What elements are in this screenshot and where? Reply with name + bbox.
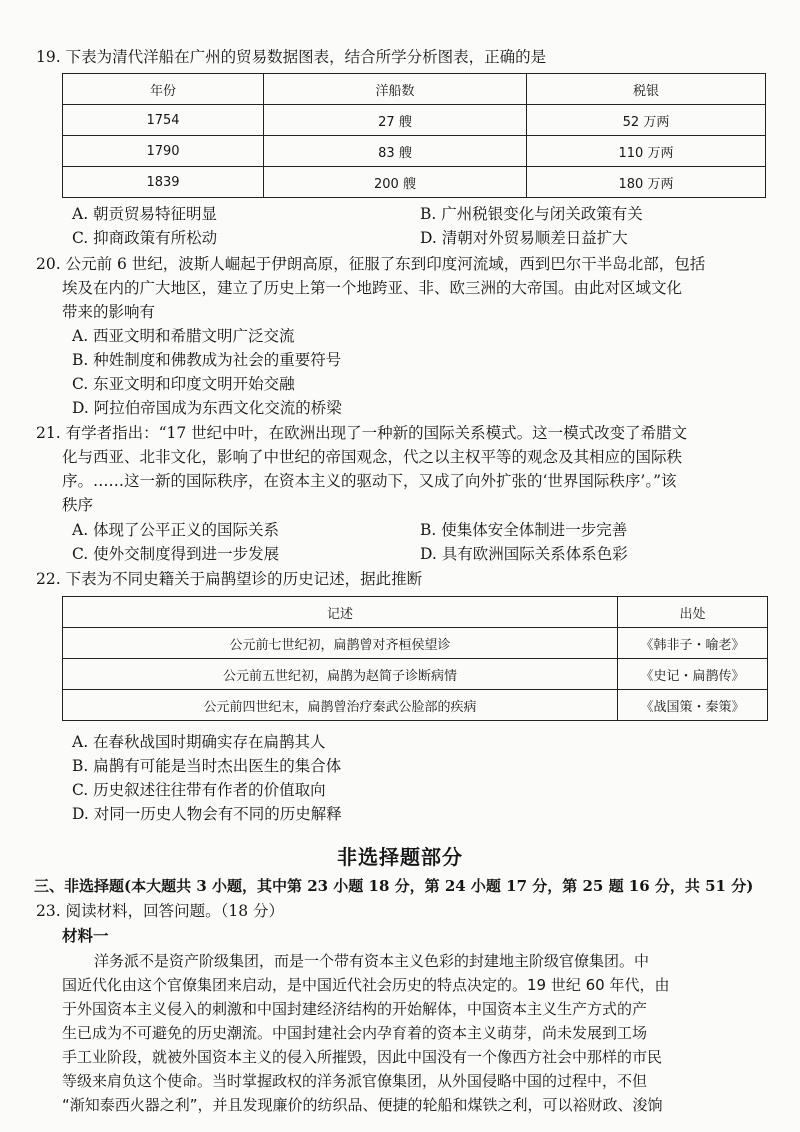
q21-option-a[interactable]: A. 体现了公平正义的国际关系 <box>72 521 280 539</box>
q20-option-d[interactable]: D. 阿拉伯帝国成为东西文化交流的桥梁 <box>72 399 342 417</box>
table-cell: 180 万两 <box>527 167 766 198</box>
table-row <box>63 105 766 136</box>
table-header-cell: 税银 <box>527 74 766 105</box>
q20-option-b[interactable]: B. 种姓制度和佛教成为社会的重要符号 <box>72 351 342 369</box>
q21-stem-line1: 21. 有学者指出：“17 世纪中叶，在欧洲出现了一种新的国际关系模式。这一模式改变了希腊文 <box>36 424 688 442</box>
table-cell: 公元前四世纪末，扁鹊曾治疗秦武公脸部的疾病 <box>63 690 618 721</box>
material-paragraph-line: 等级来肩负这个使命。当时掌握政权的洋务派官僚集团，从外国侵略中国的过程中，不但 <box>62 1072 648 1090</box>
table-cell: 1790 <box>63 136 264 167</box>
table-header-cell: 记述 <box>63 597 618 628</box>
table-row <box>63 628 768 659</box>
material-paragraph-line: 于外国资本主义侵入的刺激和中国封建经济结构的开始解体，中国资本主义生产方式的产 <box>62 1000 648 1018</box>
q20-stem-line2: 埃及在内的广大地区，建立了历史上第一个地跨亚、非、欧三洲的大帝国。由此对区域文化 <box>62 279 683 297</box>
q22-records-table <box>62 596 768 721</box>
q20-stem-line1: 20. 公元前 6 世纪，波斯人崛起于伊朗高原，征服了东到印度河流域，西到巴尔干半岛北部，包括 <box>36 255 706 273</box>
q22-stem: 22. 下表为不同史籍关于扁鹊望诊的历史记述，据此推断 <box>36 570 423 588</box>
q20-stem-line3: 带来的影响有 <box>62 303 156 321</box>
table-header-row <box>63 74 766 105</box>
table-row <box>63 690 768 721</box>
table-cell: 公元前五世纪初，扁鹊为赵简子诊断病情 <box>63 659 618 690</box>
table-row <box>63 659 768 690</box>
material-paragraph-line: 生已成为不可避免的历史潮流。中国封建社会内孕育着的资本主义萌芽，尚未发展到工场 <box>62 1024 648 1042</box>
material-paragraph-line: 国近代化由这个官僚集团来启动，是中国近代社会历史的特点决定的。19 世纪 60 年代，由 <box>62 976 670 994</box>
table-cell: 200 艘 <box>264 167 527 198</box>
table-cell: 《战国策・秦策》 <box>618 690 768 721</box>
q19-trade-table <box>62 73 766 198</box>
section-heading: 三、非选择题(本大题共 3 小题，其中第 23 小题 18 分，第 24 小题 17 分，第 25 题 16 分，共 51 分) <box>34 877 754 895</box>
material-label: 材料一 <box>62 926 109 945</box>
table-row <box>63 136 766 167</box>
q21-stem-line3: 序。……这一新的国际秩序，在资本主义的驱动下，又成了向外扩张的‘世界国际秩序’。”该 <box>62 472 677 490</box>
q21-option-d[interactable]: D. 具有欧洲国际关系体系色彩 <box>420 545 628 563</box>
q22-option-a[interactable]: A. 在春秋战国时期确实存在扁鹊其人 <box>72 733 326 751</box>
table-cell: 1754 <box>63 105 264 136</box>
q22-option-d[interactable]: D. 对同一历史人物会有不同的历史解释 <box>72 805 342 823</box>
q20-option-c[interactable]: C. 东亚文明和印度文明开始交融 <box>72 375 295 393</box>
q23-stem: 23. 阅读材料，回答问题。（18 分） <box>36 902 284 920</box>
table-row <box>63 167 766 198</box>
q19-option-c[interactable]: C. 抑商政策有所松动 <box>72 229 218 247</box>
q22-option-b[interactable]: B. 扁鹊有可能是当时杰出医生的集合体 <box>72 757 342 775</box>
section-title: 非选择题部分 <box>337 845 463 869</box>
table-header-cell: 年份 <box>63 74 264 105</box>
table-cell: 83 艘 <box>264 136 527 167</box>
table-header-cell: 出处 <box>618 597 768 628</box>
q22-option-c[interactable]: C. 历史叙述往往带有作者的价值取向 <box>72 781 326 799</box>
table-cell: 27 艘 <box>264 105 527 136</box>
table-header-cell: 洋船数 <box>264 74 527 105</box>
q21-stem-line2: 化与西亚、北非文化，影响了中世纪的帝国观念，代之以主权平等的观念及其相应的国际秩 <box>62 448 683 466</box>
table-cell: 110 万两 <box>527 136 766 167</box>
table-cell: 《韩非子・喻老》 <box>618 628 768 659</box>
table-cell: 52 万两 <box>527 105 766 136</box>
table-cell: 1839 <box>63 167 264 198</box>
q19-option-b[interactable]: B. 广州税银变化与闭关政策有关 <box>420 205 643 223</box>
material-paragraph-line: 手工业阶段，就被外国资本主义的侵入所摧毁，因此中国没有一个像西方社会中那样的市民 <box>62 1048 663 1066</box>
q19-option-d[interactable]: D. 清朝对外贸易顺差日益扩大 <box>420 229 628 247</box>
q19-option-a[interactable]: A. 朝贡贸易特征明显 <box>72 205 218 223</box>
q19-stem: 19. 下表为清代洋船在广州的贸易数据图表，结合所学分析图表，正确的是 <box>36 48 547 66</box>
table-header-row <box>63 597 768 628</box>
table-cell: 《史记・扁鹊传》 <box>618 659 768 690</box>
material-paragraph-line: “渐知泰西火器之利”，并且发现廉价的纺织品、便捷的轮船和煤铁之利，可以裕财政、浚饷 <box>62 1096 663 1114</box>
table-cell: 公元前七世纪初，扁鹊曾对齐桓侯望诊 <box>63 628 618 659</box>
q21-option-b[interactable]: B. 使集体安全体制进一步完善 <box>420 521 628 539</box>
q20-option-a[interactable]: A. 西亚文明和希腊文明广泛交流 <box>72 327 295 345</box>
material-paragraph-line: 洋务派不是资产阶级集团，而是一个带有资本主义色彩的封建地主阶级官僚集团。中 <box>94 952 650 970</box>
q21-stem-line4: 秩序 <box>62 496 94 514</box>
q21-option-c[interactable]: C. 使外交制度得到进一步发展 <box>72 545 280 563</box>
